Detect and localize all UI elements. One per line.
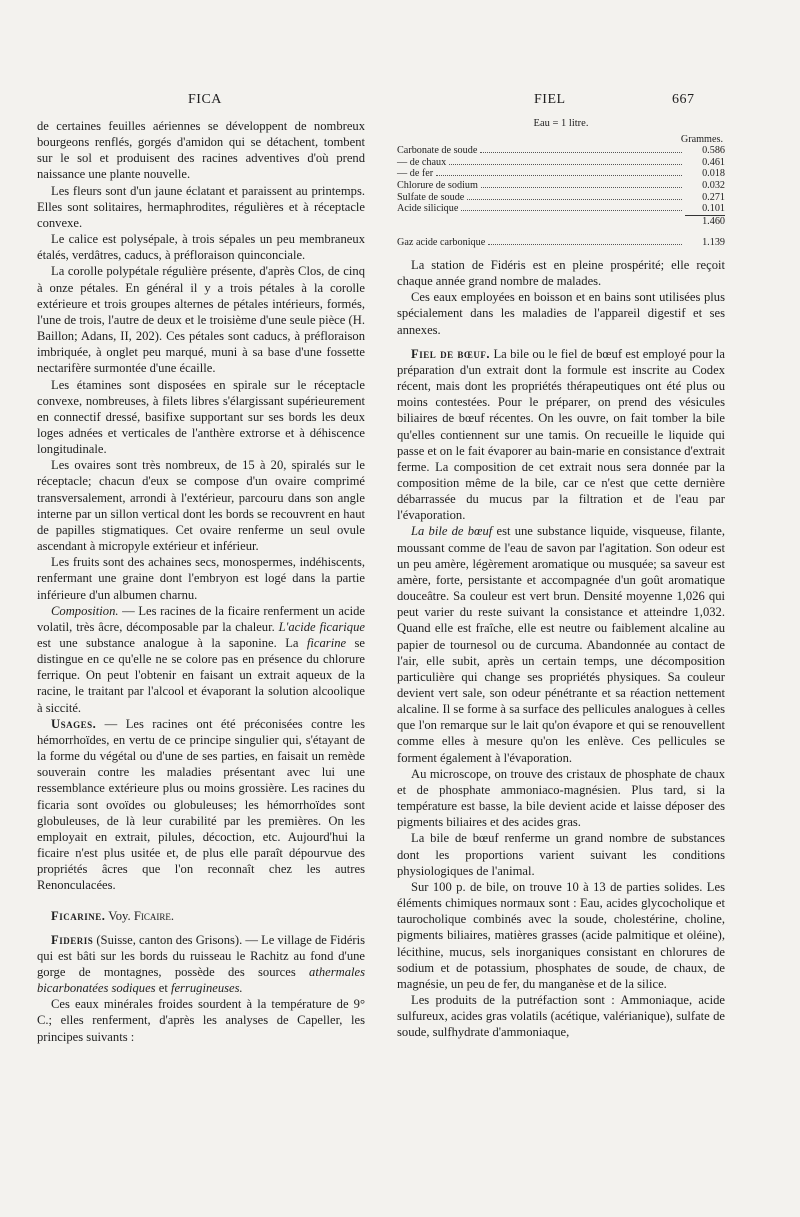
paragraph: Les produits de la putréfaction sont : Ammoniaque, acide sulfureux, acides gras volatils (acétique, valérianique), sulfate de soude, sulfhydrate d'ammoniaque, bbox=[397, 992, 725, 1040]
table-row: Gaz acide carbonique 1.139 bbox=[397, 237, 725, 249]
headword-ficarine: Ficarine. bbox=[51, 908, 106, 923]
paragraph: La bile de bœuf est une substance liquide, visqueuse, filante, moussant comme de l'eau de savon par l'agitation. Son odeur est un peu amère, légèrement aromatique ou musquée; sa saveur est amère, forte, persistante et accompagnée d'un goût aromatique douceâtre. Sa couleur est vert brun. Densité moyenne 1,026 qui peut varier du reste suivant la consistance et atteindre 1,032. Quand elle est fraîche, elle est neutre ou faiblement alcaline au papier de tournesol ou de curcuma. Abandonnée au contact de l'air, elle subit, après un certain temps, une décomposition particulière qui change ses propriétés physiques. Sa couleur devient vert sale, son odeur pénétrante et sa réaction nettement alcaline. Il se forme à sa surface des pellicules analogues à celles que l'on remarque sur le lait qu'on évapore et qui se renouvellent comme elles à mesure qu'on les enlève. Ces pellicules se forment également à l'évaporation. bbox=[397, 524, 725, 765]
table-row bbox=[397, 145, 725, 157]
table-row-value: 0.032 bbox=[702, 179, 725, 191]
headword-fiel: Fiel de bœuf. bbox=[411, 346, 491, 361]
table-row-value: 0.586 bbox=[702, 145, 725, 157]
paragraph: Au microscope, on trouve des cristaux de phosphate de chaux et de phosphate ammoniaco-magnésien. Plus tard, si la température est basse, la bile devient acide et laisse déposer des pigments biliaires et des acides gras. bbox=[397, 766, 725, 830]
table-total-row bbox=[397, 216, 725, 228]
table-row-value: 0.101 bbox=[685, 203, 725, 216]
table-row-label: Sulfate de soude bbox=[397, 191, 465, 203]
paragraph: La station de Fidéris est en pleine prospérité; elle reçoit chaque année grand nombre de malades. bbox=[397, 257, 725, 289]
table-row bbox=[397, 192, 725, 204]
running-head-left: FICA bbox=[188, 92, 222, 107]
paragraph: Les étamines sont disposées en spirale sur le réceptacle convexe, nombreuses, à filets libres s'élargissant supérieurement en connectif dressé, basifixe supportant sur ses bords les deux loges adnées et verticales de l'anthère extrorse et à déhiscence longitudinale. bbox=[37, 377, 365, 457]
entry-fiel: Fiel de bœuf. La bile ou le fiel de bœuf est employé pour la préparation d'un extrait dont la formule est inscrite au Codex récent, mais dont les propriétés thérapeutiques ont été plus ou moins contestées. Pour le préparer, on prend des vésicules biliaires de bœuf récentes. On les ouvre, on fait tomber la bile qu'elles contiennent sur une tamis. On recueille le liquide qui passe et on le fait évaporer au bain-marie en consistance d'extrait ferme. La composition de cet extrait nous sera donnée par la composition même de la bile, car ce n'est que cette dernière débarrassée du mucus par la filtration et de l'eau par l'évaporation. bbox=[397, 346, 725, 523]
paragraph: Les ovaires sont très nombreux, de 15 à 20, spiralés sur le réceptacle; chacun d'eux se compose d'un ovaire comprimé transversalement, arrondi à l'extérieur, parcouru dans son angle interne par un sillon vertical dont les bords se recouvrent en haut de papilles stigmatiques. Cet ovaire renferme un seul ovule ascendant à micropyle extérieur et inférieur. bbox=[37, 458, 365, 554]
composition-label: Composition. bbox=[51, 603, 119, 618]
headword-fideris: Fideris bbox=[51, 932, 94, 947]
paragraph: La bile de bœuf renferme un grand nombre de substances dont les proportions varient suivant les conditions physiologiques de l'animal. bbox=[397, 831, 725, 878]
paragraph: Ces eaux minérales froides sourdent à la température de 9° C.; elles renferment, d'après les analyses de Capeller, les principes suivants : bbox=[37, 997, 365, 1044]
table-rows bbox=[397, 145, 725, 216]
table-row bbox=[397, 157, 725, 169]
table-row bbox=[397, 203, 725, 216]
table-row-value: 0.461 bbox=[702, 156, 725, 168]
table-row-label: — de chaux bbox=[397, 156, 447, 168]
table-row-value: 0.271 bbox=[702, 191, 725, 203]
usages-paragraph: Usages. — Les racines ont été préconisées contre les hémorrhoïdes, en vertu de ce principe singulier qui, s'étayant de la forme du végétal ou d'une de ses parties, en faisait un remède souverain contre les maladies présentant avec lui une ressemblance extérieure plus ou moins grossière. Les racines du ficaria sont ovoïdes ou globuleuses; les hémorrhoïdes sont globuleuses, de là leur curabilité par les premières. On les employait en extrait, pilules, décoction, etc. Aujourd'hui la ficaire n'est plus usitée et, de plus elle paraît dépourvue des propriétés âcres que l'on reconnaît chez les autres Renonculacées. bbox=[37, 716, 365, 893]
term-ficarine: ficarine bbox=[306, 636, 347, 650]
table-row bbox=[397, 168, 725, 180]
paragraph: Les fleurs sont d'un jaune éclatant et paraissent au printemps. Elles sont solitaires, hermaphrodites, régulières et à réceptacle convexe. bbox=[37, 183, 365, 230]
entry-fideris: Fideris (Suisse, canton des Grisons). — Le village de Fidéris qui est bâti sur les bords du ruisseau le Rachitz au fond d'une gorge de montagnes, possède des sources athermales bicarbonatées sodiques et ferrugineuses. bbox=[37, 932, 365, 996]
right-column bbox=[397, 118, 725, 1040]
left-column bbox=[37, 118, 365, 1045]
table-row-label: Chlorure de sodium bbox=[397, 179, 478, 191]
paragraph: Sur 100 p. de bile, on trouve 10 à 13 de parties solides. Les éléments chimiques normaux sont : Eau, acides glycocholique et taurocholique combinés avec la soude, cholestérine, choline, pigments biliaires, matières grasses (acide palmitique et oléine), lécithine, mucus, sels inorganiques consistant en chlorures de sodium et de potassium, phosphates de soude, de chaux, de magnésie, un peu de fer, du manganèse et de la silice. bbox=[397, 879, 725, 991]
paragraph: Le calice est polysépale, à trois sépales un peu membraneux étalés, verdâtres, caducs, à préfloraison quinconciale. bbox=[37, 232, 365, 263]
table-row-value: 0.018 bbox=[702, 168, 725, 180]
page-number: 667 bbox=[672, 92, 695, 107]
paragraph: La corolle polypétale régulière présente, d'après Clos, de cinq à onze pétales. En général il y a trois pétales à la corolle extérieure et trois groupes alternes de pétales intérieurs, formés, l'une de trois, l'autre de deux et le troisième d'une seule pièce (H. Baillon; Adans, II, 202). Ces pétales sont caducs, à préfloraison imbriquée, à onglet peu marqué, muni à sa base d'une fossette nectarifère surmontée d'une écaille. bbox=[37, 264, 365, 376]
table-row-label: — de fer bbox=[397, 168, 434, 180]
cross-reference: Ficaire. bbox=[133, 908, 174, 923]
composition-table bbox=[397, 118, 725, 249]
paragraph: Ces eaux employées en boisson et en bains sont utilisées plus spécialement dans les maladies de l'appareil digestif et ses annexes. bbox=[397, 290, 725, 337]
paragraph: de certaines feuilles aériennes se développent de nombreux bourgeons renflés, gorgés d'amidon qui se détachent, tombent sur le sol et produisent des racines adventives d'où prend naissance une plante nouvelle. bbox=[37, 119, 365, 182]
term-acide-ficarique: L'acide ficarique bbox=[278, 619, 365, 634]
running-head-center: FIEL bbox=[534, 92, 566, 107]
table-total: 1.460 bbox=[702, 215, 725, 227]
table-row bbox=[397, 180, 725, 192]
entry-ficarine: Ficarine. Voy. Ficaire. bbox=[51, 908, 174, 923]
table-row-label: Acide silicique bbox=[397, 203, 459, 215]
table-unit: Grammes. bbox=[680, 133, 723, 145]
table-caption: Eau = 1 litre. bbox=[533, 118, 589, 129]
table-row-label: Carbonate de soude bbox=[397, 145, 478, 157]
paragraph: Les fruits sont des achaines secs, monospermes, indéhiscents, renfermant une graine dont l'embryon est logé dans la partie inférieure d'un albumen charnu. bbox=[37, 555, 365, 602]
usages-label: Usages. bbox=[51, 716, 97, 731]
composition-paragraph: Composition. — Les racines de la ficaire renferment un acide volatil, très âcre, décomposable par la chaleur. L'acide ficarique est une substance analogue à la saponine. La ficarine se distingue en ce qu'elle ne se colore pas en présence du chlorure ferrique. On peut l'obtenir en faisant un extrait aqueux de la racine, le traitant par l'alcool et évaporant la solution alcoolique à siccité. bbox=[37, 603, 365, 715]
